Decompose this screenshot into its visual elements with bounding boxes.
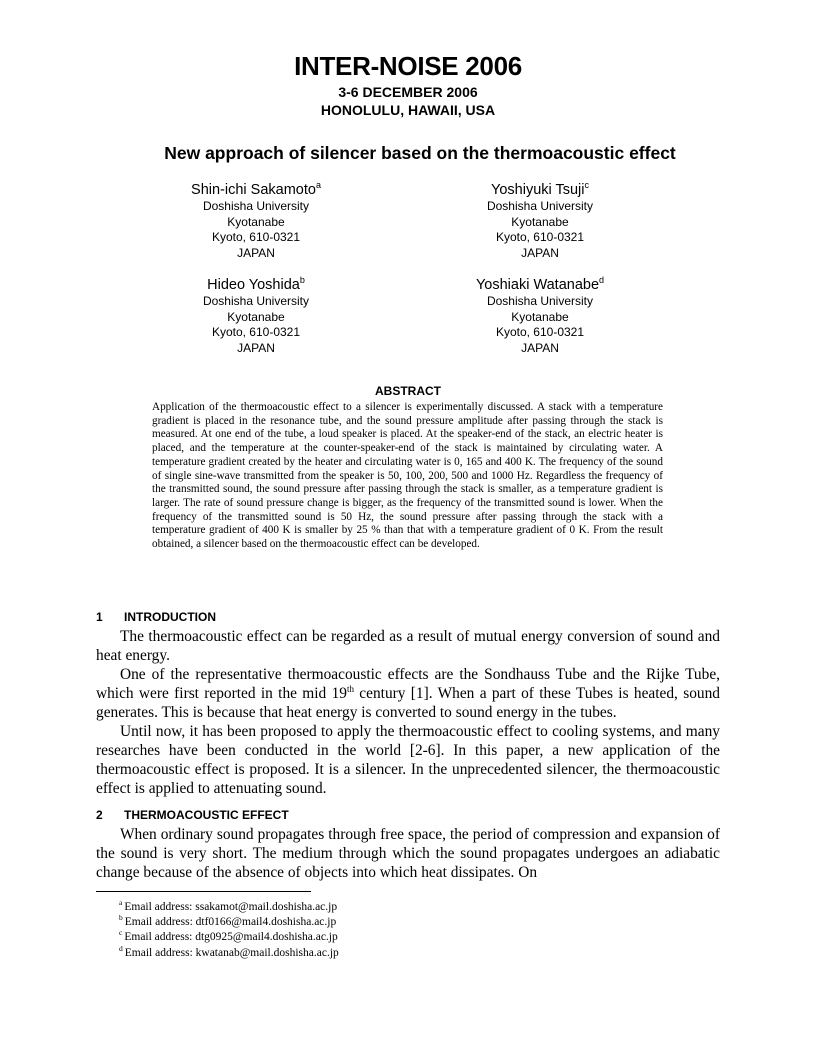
conference-dates: 3-6 DECEMBER 2006 — [338, 84, 478, 100]
thermoacoustic-body — [96, 825, 720, 882]
author-city: Kyotanabe — [511, 214, 569, 229]
author-postal: Kyoto, 610-0321 — [495, 325, 585, 339]
author-postal: Kyoto, 610-0321 — [211, 230, 301, 244]
section-title: THERMOACOUSTIC EFFECT — [124, 808, 289, 822]
paragraph: One of the representative thermoacoustic effects are the Sondhauss Tube and the Rijke Tube, which were first reported in the mid 19th century [1]. When a part of these Tubes is heated, sound generates. This is because that heat energy is converted to sound energy in the tubes. — [96, 666, 721, 721]
author-city: Kyotanabe — [511, 309, 569, 324]
author-city: Kyotanabe — [227, 309, 285, 324]
section-number: 2 — [96, 808, 103, 822]
conference-location: HONOLULU, HAWAII, USA — [320, 102, 496, 118]
paragraph: The thermoacoustic effect can be regarded as a result of mutual energy conversion of sound and heat energy. — [96, 628, 720, 664]
author-name: Yoshiyuki Tsuji$^c$ — [491, 180, 589, 198]
author-block-1 — [126, 181, 386, 261]
abstract-heading: ABSTRACT — [375, 384, 441, 398]
author-country: JAPAN — [237, 245, 275, 260]
section-heading-thermoacoustic-effect — [96, 808, 289, 822]
author-block-2 — [410, 181, 670, 261]
affiliation-mark: b — [299, 275, 305, 285]
footnote-item: $^a$ Email address: ssakamot@mail.doshisha.ac.jp — [119, 898, 338, 913]
conference-title: INTER-NOISE 2006 — [294, 51, 522, 81]
section-number: 1 — [96, 610, 103, 624]
author-name: Hideo Yoshida$^b$ — [207, 275, 305, 293]
footnote-item: $^b$ Email address: dtf0166@mail4.doshisha.ac.jp — [119, 913, 337, 929]
paper-title: New approach of silencer based on the thermoacoustic effect — [164, 143, 676, 163]
affiliation-mark: c — [584, 180, 589, 190]
section-heading-introduction — [96, 610, 216, 624]
introduction-body — [96, 627, 720, 798]
footnote-item: $^d$ Email address: kwatanab@mail.doshisha.ac.jp — [119, 943, 339, 959]
author-country: JAPAN — [237, 340, 275, 355]
footnotes — [119, 900, 339, 961]
author-block-3 — [126, 276, 386, 356]
paragraph: Until now, it has been proposed to apply the thermoacoustic effect to cooling systems, and many researches have been conducted in the world [2-6]. In this paper, a new application of the thermoacoustic effect is proposed. It is a silencer. In the unprecedented silencer, the thermoacoustic effect is applied to attenuating sound. — [96, 723, 720, 797]
author-postal: Kyoto, 610-0321 — [495, 230, 585, 244]
affiliation-mark: a — [315, 180, 321, 190]
author-country: JAPAN — [521, 340, 559, 355]
author-postal: Kyoto, 610-0321 — [211, 325, 301, 339]
affiliation-mark: d — [599, 275, 605, 285]
author-name: Yoshiaki Watanabe$^d$ — [475, 275, 605, 293]
section-title: INTRODUCTION — [124, 610, 216, 624]
footnote-divider — [96, 891, 311, 892]
author-name: Shin-ichi Sakamoto$^a$ — [191, 180, 321, 198]
author-university: Doshisha University — [486, 294, 594, 308]
paragraph: When ordinary sound propagates through free space, the period of compression and expansion of the sound is very short. The medium through which the sound propagates undergoes an adiabatic change because of the absence of objects into which heat dissipates. On — [96, 826, 720, 881]
author-university: Doshisha University — [202, 294, 310, 308]
author-university: Doshisha University — [202, 199, 310, 213]
abstract-text: Application of the thermoacoustic effect to a silencer is experimentally discussed. A stack with a temperature gradient is placed in the resonance tube, and the sound pressure amplitude after passing through the stack is measured. At one end of the tube, a loud speaker is placed. At the speaker-end of the stack, an electric heater is placed, and the temperature at the counter-speaker-end of the stack is maintained by circulating water. A temperature gradient created by the heater and circulating water is 0, 165 and 400 K. The frequency of the sound of single sine-wave transmitted from the speaker is 50, 100, 200, 500 and 1000 Hz. Regardless the frequency of the transmitted sound, the sound pressure after passing through the stack is smaller, as a temperature gradient is larger. The rate of sound pressure change is bigger, as the frequency of the transmitted sound is lower. When the frequency of the transmitted sound is 50 Hz, the sound pressure after passing through the stack with a temperature gradient of 400 K is smaller by 25 % than that with a temperature gradient of 0 K. From the result obtained, a silencer based on the thermoacoustic effect can be developed. — [152, 401, 663, 551]
footnote-item: $^c$ Email address: dtg0925@mail4.doshisha.ac.jp — [119, 928, 338, 944]
author-country: JAPAN — [521, 245, 559, 260]
author-city: Kyotanabe — [227, 214, 285, 229]
author-block-4 — [410, 276, 670, 356]
author-university: Doshisha University — [486, 199, 594, 213]
